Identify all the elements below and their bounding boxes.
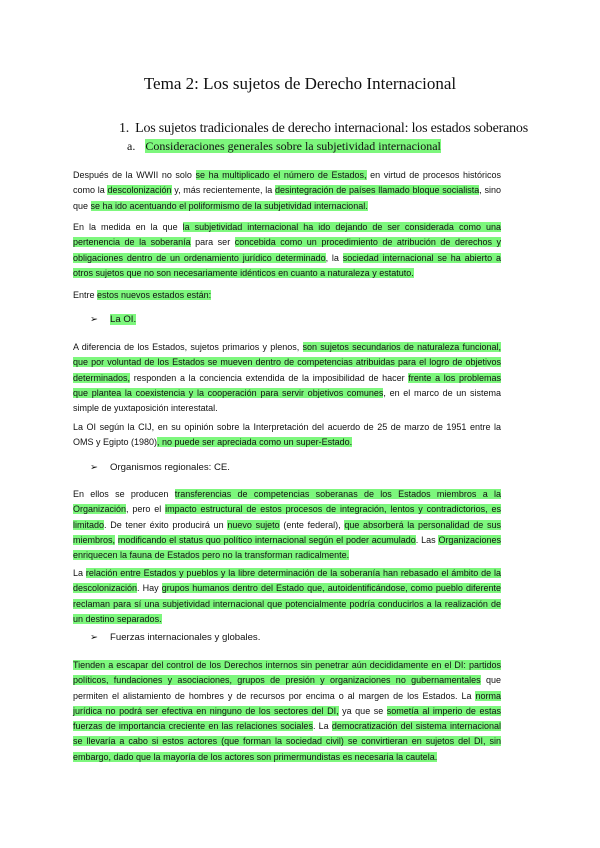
highlighted-text: sometía al imperio de estas fuerzas de importancia creciente en las relaciones sociales xyxy=(73,705,501,732)
text-run: . Las xyxy=(415,534,439,545)
highlighted-text: democratización del sistema internacional se llevaría a cabo si estos actores (que forman la sociedad civil) se convirtieran en sujetos del DI, sin embargo, dado que la mayoría de los actores son primermundistas es necesaria la cautela. xyxy=(73,721,501,762)
highlighted-text: la subjetividad internacional ha ido dejando de ser considerada como una pertenencia de la soberanía xyxy=(73,222,501,248)
subsection-heading xyxy=(127,139,441,154)
text-run: En la medida en la que xyxy=(73,222,183,232)
bullet-item xyxy=(90,462,230,473)
paragraph xyxy=(73,420,501,451)
text-run: La OI según la CIJ, en su opinión sobre la Interpretación del acuerdo de 25 de marzo de 1951 entre la OMS y Egipto (1980) xyxy=(73,422,501,448)
highlighted-text: sociedad internacional se ha abierto a otros sujetos que no son necesariamente idénticos en cuanto a naturaleza y estatuto. xyxy=(73,252,501,278)
section-heading xyxy=(119,121,528,137)
text-run: que permiten el alistamiento de hombres y de recursos por encima o al margen de los Estados. La xyxy=(73,675,501,701)
highlighted-text: nuevo sujeto xyxy=(227,519,280,530)
highlighted-text: descolonización xyxy=(107,185,172,196)
arrow-bullet-icon: ➢ xyxy=(90,462,99,473)
highlighted-text: Tienden a escapar del control de los Derechos internos sin penetrar aún decididamente en el DI: partidos políticos, fundaciones y asociaciones, grupos de presión y organizaciones no gubernamentales xyxy=(73,660,501,686)
paragraph xyxy=(73,487,501,563)
text-run: . Hay xyxy=(137,583,162,594)
highlighted-text: grupos humanos dentro del Estado que, autoidentificándose, como pueblo diferente reclaman para sí una subjetividad internacional que potencialmente podría conducirlos a la realización de un destino separados. xyxy=(73,583,501,624)
text-run: Fuerzas internacionales y globales. xyxy=(110,632,261,643)
highlighted-text: son sujetos secundarios de naturaleza funcional, que por voluntad de los Estados se mueven dentro de competencias atribuidas para el logro de objetivos determinados, xyxy=(73,342,501,383)
text-run: , la xyxy=(325,252,343,263)
text-run: ya que se xyxy=(338,705,387,716)
highlighted-text: se ha ido acentuando el poliformismo de la subjetividad internacional. xyxy=(90,200,368,211)
text-run: responden a la conciencia extendida de la imposibilidad de hacer xyxy=(130,372,409,383)
subsection-number: a. xyxy=(127,139,136,153)
highlighted-text: relación entre Estados y pueblos y la libre determinación de la soberanía han rebasado el ámbito de la descolonización xyxy=(73,568,501,594)
text-run: , pero el xyxy=(126,504,166,515)
highlighted-text: frente a los problemas que plantea la coexistencia y la cooperación para servir objetivos comunes xyxy=(73,372,501,398)
text-run: Organismos regionales: CE. xyxy=(110,462,230,473)
text-run: . De tener éxito producirá un xyxy=(104,519,228,530)
section-title: Los sujetos tradicionales de derecho internacional: los estados soberanos xyxy=(135,121,528,136)
paragraph xyxy=(73,220,501,281)
bullet-label xyxy=(110,632,260,643)
paragraph xyxy=(73,566,501,627)
highlighted-text: concebida como un procedimiento de atribución de derechos y obligaciones dentro de un ordenamiento jurídico determinado xyxy=(73,237,501,263)
highlighted-text: desintegración de países llamado bloque socialista xyxy=(275,185,480,196)
text-run: En ellos se producen xyxy=(73,489,175,499)
highlighted-text: impacto estructural de estos procesos de integración, lentos y contradictorios, es limitado xyxy=(73,504,501,530)
subsection-title: Consideraciones generales sobre la subjetividad internacional xyxy=(145,139,441,153)
text-run: , sino que xyxy=(73,185,502,211)
text-run: Después de la WWII no solo xyxy=(73,170,196,180)
paragraph xyxy=(73,168,501,214)
text-run: . La xyxy=(312,721,332,732)
arrow-bullet-icon: ➢ xyxy=(90,632,99,643)
highlighted-text: que absorberá la personalidad de sus miembros, xyxy=(73,519,502,545)
paragraph xyxy=(73,658,501,765)
text-run: Entre xyxy=(73,290,98,300)
text-run: A diferencia de los Estados, sujetos primarios y plenos, xyxy=(73,342,303,352)
bullet-label xyxy=(110,314,136,325)
text-run: para ser xyxy=(190,237,235,248)
bullet-item xyxy=(90,632,260,643)
highlighted-text: , no puede ser apreciada como un super-Estado. xyxy=(157,437,353,448)
highlighted-text: estos nuevos estados están: xyxy=(97,290,212,300)
text-run: , en el marco de un sistema simple de yuxtaposición interestatal. xyxy=(73,387,501,414)
text-run: La xyxy=(73,568,86,578)
paragraph xyxy=(73,340,501,416)
highlighted-text: norma jurídica no podrá ser efectiva en ninguno de los sectores del DI, xyxy=(73,690,501,716)
highlighted-text: modificando el status quo político internacional según el poder acumulado xyxy=(117,534,416,545)
text-run: en virtud de procesos históricos como la xyxy=(73,170,501,196)
arrow-bullet-icon: ➢ xyxy=(90,314,99,325)
highlighted-text: La OI. xyxy=(110,314,137,325)
highlighted-text: se ha multiplicado el número de Estados, xyxy=(195,170,367,180)
bullet-item xyxy=(90,314,136,325)
paragraph xyxy=(73,288,501,303)
highlighted-text: transferencias de competencias soberanas de los Estados miembros a la Organización xyxy=(73,489,501,515)
highlighted-text: Organizaciones enriquecen la fauna de Estados pero no la transforman radicalmente. xyxy=(73,534,501,561)
bullet-label xyxy=(110,462,230,473)
text-run: y, más recientemente, la xyxy=(171,185,276,196)
section-number: 1. xyxy=(119,121,130,136)
text-run: (ente federal), xyxy=(279,519,345,530)
page-title: Tema 2: Los sujetos de Derecho Internacional xyxy=(143,74,457,93)
